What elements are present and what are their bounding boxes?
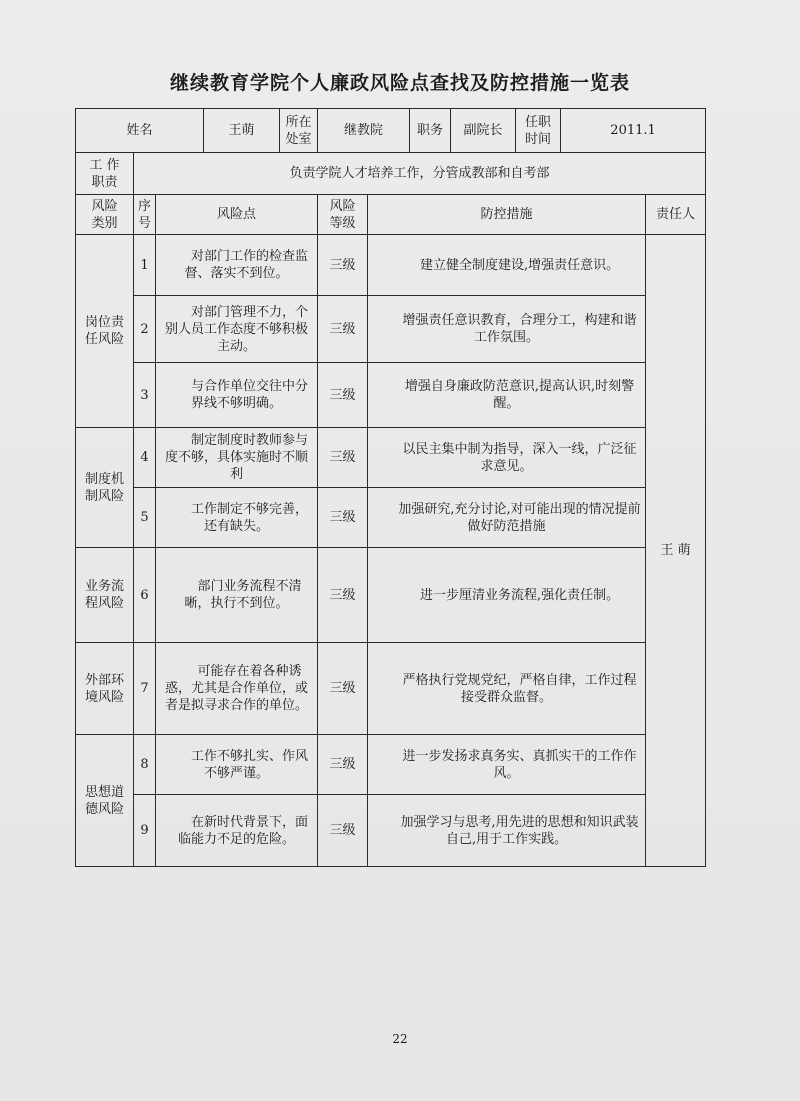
dept-label-line2: 处室 [285, 131, 312, 147]
table-row [76, 296, 706, 363]
category-cell [76, 235, 134, 428]
table-row [76, 235, 706, 296]
header-row [76, 195, 706, 235]
header-measures: 防控措施 [368, 195, 646, 235]
risk-cell: 工作制定不够完善，还有缺失。 [156, 488, 318, 548]
measure-cell: 加强研究,充分讨论,对可能出现的情况提前做好防范措施 [368, 488, 646, 548]
level-cell: 三级 [318, 296, 368, 363]
category-cell [76, 735, 134, 867]
name-value: 王萌 [204, 109, 280, 153]
tenure-label-line1: 任职 [525, 114, 552, 130]
responsible-cell: 王 萌 [646, 235, 706, 867]
name-label: 姓名 [76, 109, 204, 153]
table-row [76, 488, 706, 548]
measure-cell: 增强自身廉政防范意识,提高认识,时刻警醒。 [368, 363, 646, 428]
risk-cell: 在新时代背景下，面临能力不足的危险。 [156, 795, 318, 867]
seq-cell: 2 [134, 296, 156, 363]
category-line2: 德风险 [84, 801, 124, 817]
header-seq-line1: 序 [137, 198, 151, 214]
tenure-value: 2011.1 [561, 109, 706, 153]
measure-cell: 严格执行党规党纪，严格自律，工作过程接受群众监督。 [368, 643, 646, 735]
risk-table [75, 108, 706, 867]
dept-label-line1: 所在 [285, 114, 312, 130]
header-category [76, 195, 134, 235]
header-responsible: 责任人 [646, 195, 706, 235]
category-line2: 制风险 [84, 488, 124, 504]
risk-cell: 可能存在着各种诱惑，尤其是合作单位，或者是拟寻求合作的单位。 [156, 643, 318, 735]
category-line2: 程风险 [84, 596, 124, 611]
category-line1: 岗位责 [84, 315, 124, 330]
header-category-line2: 类别 [91, 215, 118, 231]
header-category-line1: 风险 [91, 198, 118, 214]
table-row [76, 735, 706, 795]
seq-cell: 8 [134, 735, 156, 795]
measure-cell: 建立健全制度建设,增强责任意识。 [368, 235, 646, 296]
measure-cell: 加强学习与思考,用先进的思想和知识武装自己,用于工作实践。 [368, 795, 646, 867]
header-seq [134, 195, 156, 235]
seq-cell: 9 [134, 795, 156, 867]
dept-value: 继教院 [318, 109, 410, 153]
measure-cell: 进一步发扬求真务实、真抓实干的工作作风。 [368, 735, 646, 795]
seq-cell: 6 [134, 548, 156, 643]
level-cell: 三级 [318, 363, 368, 428]
duty-label-line2: 职责 [91, 174, 118, 190]
category-line1: 业务流 [84, 579, 124, 594]
position-value: 副院长 [451, 109, 516, 153]
duty-label [76, 153, 134, 195]
page-number: 22 [392, 1032, 408, 1046]
header-level [318, 195, 368, 235]
dept-label [280, 109, 318, 153]
seq-cell: 4 [134, 428, 156, 488]
duty-label-line1: 工 作 [89, 157, 120, 173]
table-row [76, 548, 706, 643]
risk-cell: 部门业务流程不清晰，执行不到位。 [156, 548, 318, 643]
level-cell: 三级 [318, 488, 368, 548]
header-level-line2: 等级 [329, 215, 356, 231]
seq-cell: 7 [134, 643, 156, 735]
position-label: 职务 [410, 109, 451, 153]
header-risk-point: 风险点 [156, 195, 318, 235]
level-cell: 三级 [318, 795, 368, 867]
info-row [76, 109, 706, 153]
measure-cell: 以民主集中制为指导，深入一线，广泛征求意见。 [368, 428, 646, 488]
measure-cell: 进一步厘清业务流程,强化责任制。 [368, 548, 646, 643]
risk-cell: 工作不够扎实、作风不够严谨。 [156, 735, 318, 795]
duty-value: 负责学院人才培养工作，分管成教部和自考部 [134, 153, 706, 195]
risk-cell: 对部门工作的检查监督、落实不到位。 [156, 235, 318, 296]
category-line2: 任风险 [84, 332, 124, 347]
risk-cell: 对部门管理不力，个别人员工作态度不够积极主动。 [156, 296, 318, 363]
level-cell: 三级 [318, 735, 368, 795]
category-line1: 思想道 [84, 784, 124, 800]
level-cell: 三级 [318, 235, 368, 296]
measure-cell: 增强责任意识教育，合理分工，构建和谐工作氛围。 [368, 296, 646, 363]
category-cell [76, 548, 134, 643]
risk-cell: 与合作单位交往中分界线不够明确。 [156, 363, 318, 428]
category-line1: 制度机 [84, 471, 124, 487]
category-line2: 境风险 [84, 689, 124, 705]
seq-cell: 5 [134, 488, 156, 548]
table-row [76, 643, 706, 735]
table-row [76, 363, 706, 428]
seq-cell: 1 [134, 235, 156, 296]
level-cell: 三级 [318, 643, 368, 735]
page-title: 继续教育学院个人廉政风险点查找及防控措施一览表 [169, 72, 630, 94]
tenure-label-line2: 时间 [525, 131, 552, 147]
table-row [76, 428, 706, 488]
risk-cell: 制定制度时教师参与度不够，具体实施时不顺利 [156, 428, 318, 488]
seq-cell: 3 [134, 363, 156, 428]
duty-row [76, 153, 706, 195]
level-cell: 三级 [318, 548, 368, 643]
category-cell [76, 428, 134, 548]
level-cell: 三级 [318, 428, 368, 488]
table-row [76, 795, 706, 867]
category-cell [76, 643, 134, 735]
header-seq-line2: 号 [137, 215, 151, 231]
category-line1: 外部环 [84, 672, 124, 688]
tenure-label [516, 109, 561, 153]
header-level-line1: 风险 [329, 198, 356, 214]
